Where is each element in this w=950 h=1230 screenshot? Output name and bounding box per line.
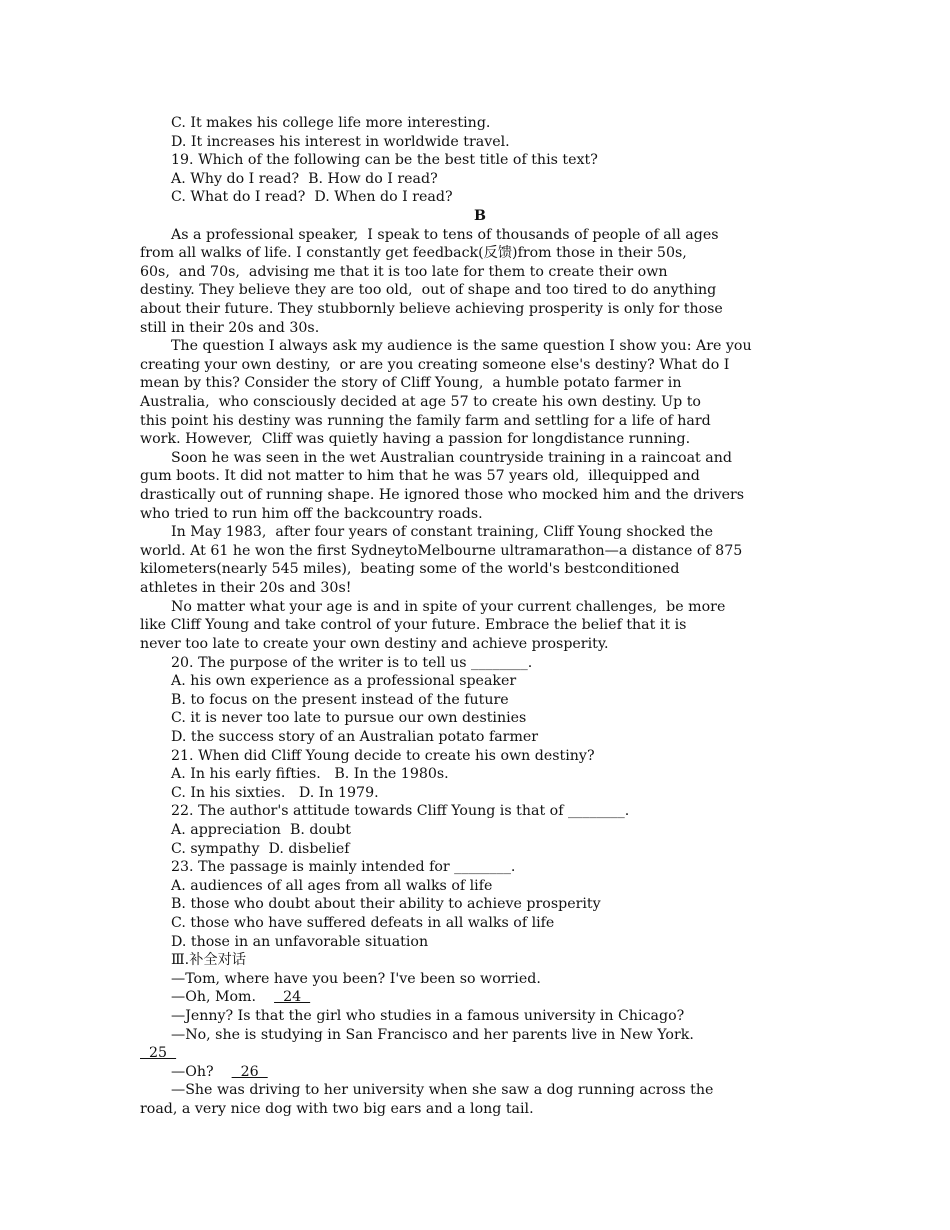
- passage-line: gum boots. It did not matter to him that he was 57 years old, illequipped and: [140, 468, 700, 484]
- option-text: B. those who doubt about their ability to achieve prosperity: [171, 896, 601, 912]
- dialogue-line: —No, she is studying in San Francisco and her parents live in New York.: [171, 1027, 694, 1043]
- option-text: C. In his sixties. D. In 1979.: [171, 785, 379, 801]
- dialogue-line: —Tom, where have you been? I've been so worried.: [171, 971, 541, 987]
- passage-line: athletes in their 20s and 30s!: [140, 580, 352, 596]
- passage-line: Soon he was seen in the wet Australian countryside training in a raincoat and: [171, 450, 732, 466]
- question-text: 22. The author's attitude towards Cliff Young is that of ________.: [171, 803, 630, 819]
- option-text: C. What do I read? D. When do I read?: [171, 189, 453, 205]
- question-text: 21. When did Cliff Young decide to create his own destiny?: [171, 748, 595, 764]
- passage-line: world. At 61 he won the first SydneytoMelbourne ultramarathon—a distance of 875: [140, 543, 743, 559]
- passage-line: In May 1983, after four years of constant training, Cliff Young shocked the: [171, 524, 714, 540]
- passage-line: destiny. They believe they are too old, out of shape and too tired to do anything: [140, 282, 717, 298]
- section-heading: Ⅲ.补全对话: [171, 952, 246, 968]
- passage-line: No matter what your age is and in spite of your current challenges, be more: [171, 599, 726, 615]
- dialogue-line: [171, 1063, 831, 1082]
- dialogue-line: [140, 1044, 830, 1063]
- option-text: B. to focus on the present instead of the future: [171, 692, 509, 708]
- passage-line: work. However, Cliff was quietly having a passion for longdistance running.: [140, 431, 691, 447]
- answer-blank-26: 26: [231, 1064, 268, 1080]
- question-text: 23. The passage is mainly intended for ________.: [171, 859, 516, 875]
- passage-line: 60s, and 70s, advising me that it is too late for them to create their own: [140, 264, 668, 280]
- passage-line: still in their 20s and 30s.: [140, 320, 320, 336]
- passage-line: never too late to create your own destiny and achieve prosperity.: [140, 636, 609, 652]
- dialogue-line: —Jenny? Is that the girl who studies in a famous university in Chicago?: [171, 1008, 685, 1024]
- answer-blank-24: 24: [274, 989, 311, 1005]
- passage-line: from all walks of life. I constantly get feedback(反馈)from those in their 50s,: [140, 245, 687, 261]
- option-text: C. sympathy D. disbelief: [171, 841, 350, 857]
- option-text: D. those in an unfavorable situation: [171, 934, 429, 950]
- option-text: C. those who have suffered defeats in all walks of life: [171, 915, 555, 931]
- option-text: C. it is never too late to pursue our own destinies: [171, 710, 527, 726]
- answer-blank-25: 25: [140, 1045, 177, 1061]
- dialogue-line: road, a very nice dog with two big ears and a long tail.: [140, 1101, 534, 1117]
- dialogue-line: [171, 988, 831, 1007]
- passage-line: this point his destiny was running the family farm and settling for a life of hard: [140, 413, 711, 429]
- passage-line: kilometers(nearly 545 miles), beating some of the world's bestconditioned: [140, 561, 680, 577]
- passage-line: who tried to run him off the backcountry roads.: [140, 506, 483, 522]
- passage-line: Australia, who consciously decided at age 57 to create his own destiny. Up to: [140, 394, 701, 410]
- passage-line: like Cliff Young and take control of your future. Embrace the belief that it is: [140, 617, 687, 633]
- passage-line: mean by this? Consider the story of Cliff Young, a humble potato farmer in: [140, 375, 682, 391]
- passage-line: drastically out of running shape. He ignored those who mocked him and the drivers: [140, 487, 745, 503]
- section-heading: B: [474, 208, 486, 224]
- option-text: A. Why do I read? B. How do I read?: [171, 171, 438, 187]
- option-text: D. the success story of an Australian potato farmer: [171, 729, 539, 745]
- dialogue-line: —She was driving to her university when she saw a dog running across the: [171, 1082, 714, 1098]
- option-text: A. appreciation B. doubt: [171, 822, 351, 838]
- passage-line: about their future. They stubbornly believe achieving prosperity is only for those: [140, 301, 723, 317]
- passage-line: creating your own destiny, or are you creating someone else's destiny? What do I: [140, 357, 730, 373]
- option-text: D. It increases his interest in worldwide travel.: [171, 134, 510, 150]
- passage-line: The question I always ask my audience is the same question I show you: Are you: [171, 338, 752, 354]
- option-text: A. his own experience as a professional speaker: [171, 673, 517, 689]
- option-text: A. In his early fifties. B. In the 1980s.: [171, 766, 449, 782]
- option-text: C. It makes his college life more interesting.: [171, 115, 491, 131]
- dialogue-text: —Oh, Mom.: [171, 989, 257, 1005]
- option-text: A. audiences of all ages from all walks of life: [171, 878, 493, 894]
- question-text: 20. The purpose of the writer is to tell us ________.: [171, 655, 533, 671]
- passage-line: As a professional speaker, I speak to tens of thousands of people of all ages: [171, 227, 719, 243]
- dialogue-text: —Oh?: [171, 1064, 214, 1080]
- question-text: 19. Which of the following can be the best title of this text?: [171, 152, 598, 168]
